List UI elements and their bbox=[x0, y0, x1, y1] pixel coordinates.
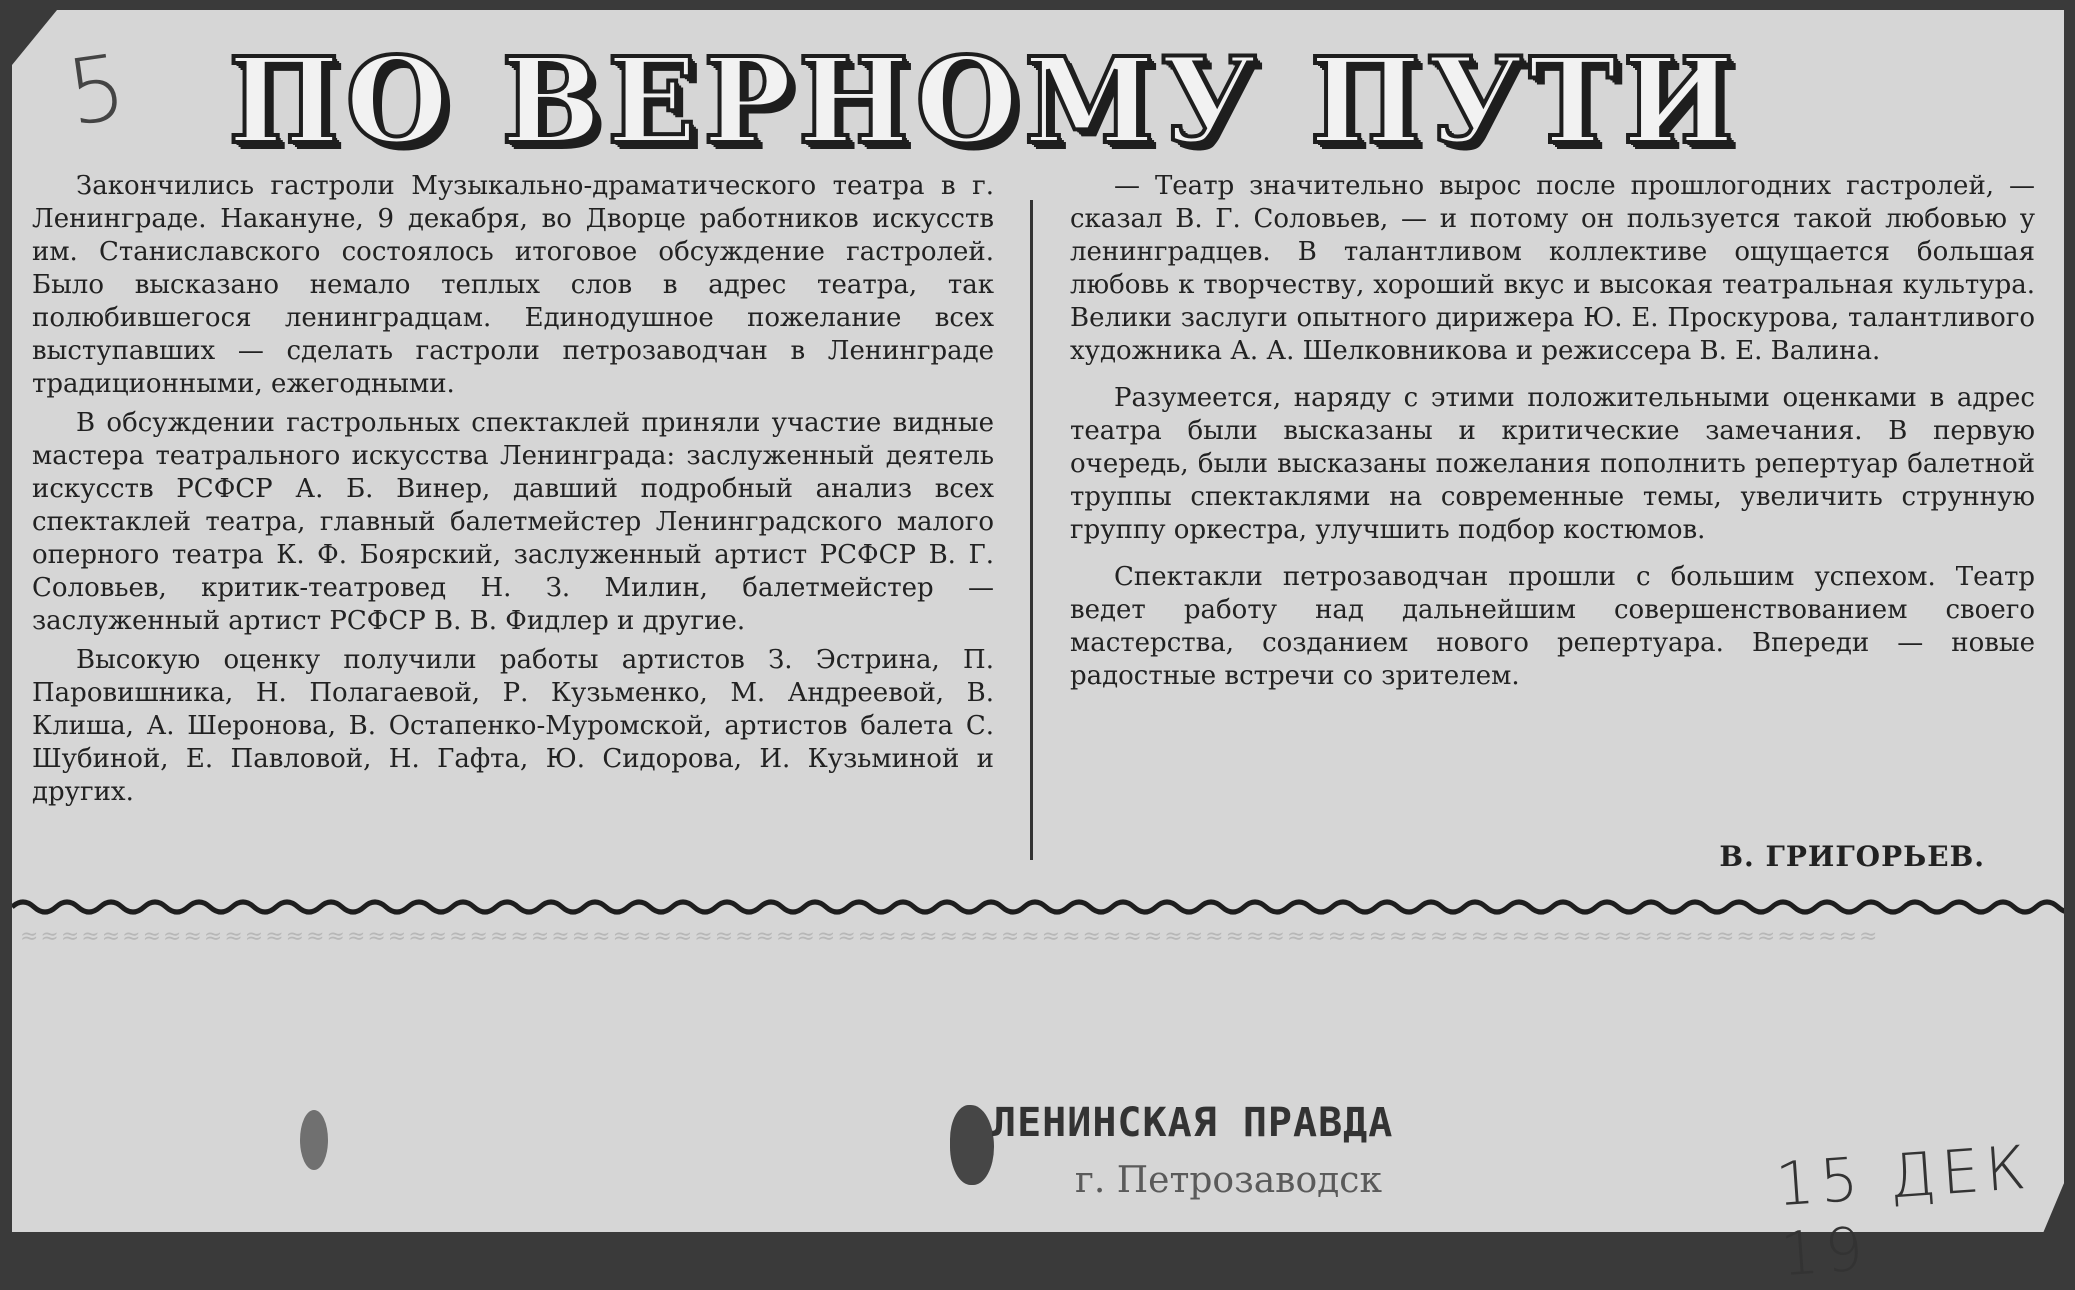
article-left-column bbox=[32, 170, 994, 815]
stamp-ink-blot bbox=[950, 1105, 994, 1185]
article-right-column bbox=[1070, 170, 2035, 707]
handwritten-date: 15 ДЕК 19 bbox=[1773, 1132, 2035, 1290]
wavy-divider bbox=[12, 892, 2064, 922]
ink-smudge bbox=[300, 1110, 328, 1170]
left-paragraph-3: Высокую оценку получили работы артистов З. Эстрина, П. Паровишника, Н. Полагаевой, Р. Кузьменко, М. Андреевой, В. Клиша, А. Шеронова, В. Остапенко-Муромской, артистов балета С. Шубиной, Е. Павловой, Н. Гафта, Ю. Сидорова, И. Кузьминой и других. bbox=[32, 645, 994, 807]
stamp-newspaper-name: ЛЕНИНСКАЯ ПРАВДА bbox=[992, 1100, 1394, 1146]
handwritten-page-mark: 5 bbox=[60, 34, 133, 147]
right-paragraph-2: Разумеется, наряду с этими положительными оценками в адрес театра были высказаны и критические замечания. В первую очередь, были высказаны пожелания пополнить репертуар балетной труппы спектаклями на современные темы, увеличить струнную группу оркестра, улучшить подбор костюмов. bbox=[1070, 383, 2035, 545]
left-paragraph-1: Закончились гастроли Музыкально-драматического театра в г. Ленинграде. Накануне, 9 декабря, во Дворце работников искусств им. Станиславского состоялось итоговое обсуждение гастролей. Было высказано немало теплых слов в адрес театра, так полюбившегося ленинградцам. Единодушное пожелание всех выступавших — сделать гастроли петрозаводчан в Ленинграде традиционными, ежегодными. bbox=[32, 171, 994, 399]
column-divider bbox=[1030, 200, 1033, 860]
left-paragraph-2: В обсуждении гастрольных спектаклей приняли участие видные мастера театрального искусства Ленинграда: заслуженный деятель искусств РСФСР А. Б. Винер, давший подробный анализ всех спектаклей театра, главный балетмейстер Ленинградского малого оперного театра К. Ф. Боярский, заслуженный артист РСФСР В. Г. Соловьев, критик-театровед Н. З. Милин, балетмейстер — заслуженный артист РСФСР В. В. Фидлер и другие. bbox=[32, 408, 994, 636]
headline: ПО ВЕРНОМУ ПУТИ bbox=[228, 31, 1740, 170]
author-signature: В. ГРИГОРЬЕВ. bbox=[1719, 840, 1985, 873]
bleed-through-text: ≈≈≈≈≈≈≈≈≈≈≈≈≈≈≈≈≈≈≈≈≈≈≈≈≈≈≈≈≈≈≈≈≈≈≈≈≈≈≈≈≈≈≈≈≈≈≈≈≈≈≈≈≈≈≈≈≈≈≈≈≈≈≈≈≈≈≈≈≈≈≈≈≈≈≈≈≈≈≈≈≈≈≈≈≈≈≈≈≈≈≈ bbox=[20, 924, 1880, 949]
stamp-city: г. Петрозаводск bbox=[1075, 1160, 1382, 1201]
right-paragraph-3: Спектакли петрозаводчан прошли с большим успехом. Театр ведет работу над дальнейшим совершенствованием своего мастерства, созданием нового репертуара. Впереди — новые радостные встречи со зрителем. bbox=[1070, 562, 2035, 691]
right-paragraph-1: — Театр значительно вырос после прошлогодних гастролей, — сказал В. Г. Соловьев, — и потому он пользуется такой любовью у ленинградцев. В талантливом коллективе ощущается большая любовь к творчеству, хороший вкус и высокая театральная культура. Велики заслуги опытного дирижера Ю. Е. Проскурова, талантливого художника А. А. Шелковникова и режиссера В. Е. Валина. bbox=[1070, 171, 2035, 366]
